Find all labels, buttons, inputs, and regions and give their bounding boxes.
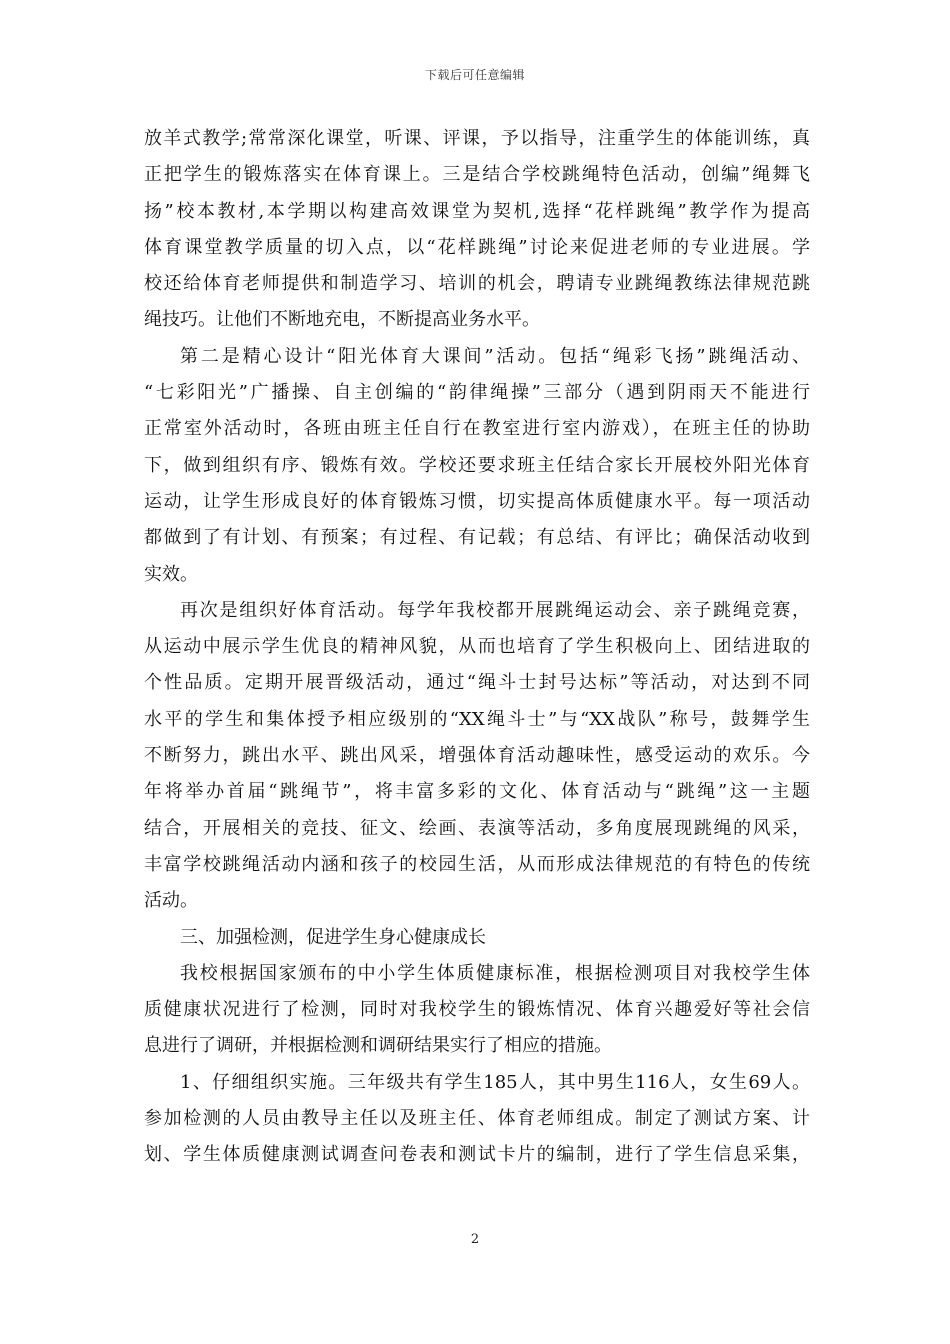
text-line: 体育课堂教学质量的切入点，以“花样跳绳”讨论来促进老师的专业进展。学 [144, 236, 810, 258]
text-line: 结合，开展相关的竞技、征文、绘画、表演等活动，多角度展现跳绳的风采， [144, 817, 810, 839]
page-header: 下载后可任意编辑 [424, 68, 525, 82]
paragraph-start-line: 再次是组织好体育活动。每学年我校都开展跳绳运动会、亲子跳绳竞赛， [180, 599, 810, 621]
document-body [144, 121, 810, 1174]
text-line: 下，做到组织有序、锻炼有效。学校还要求班主任结合家长开展校外阳光体育 [144, 454, 810, 476]
text-line: 质健康状况进行了检测，同时对我校学生的锻炼情况、体育兴趣爱好等社会信 [144, 999, 810, 1021]
text-line: 绳技巧。让他们不断地充电，不断提高业务水平。 [144, 309, 540, 331]
text-line: 参加检测的人员由教导主任以及班主任、体育老师组成。制定了测试方案、计 [144, 1108, 810, 1130]
paragraph-start-line: 1、仔细组织实施。三年级共有学生185人，其中男生116人，女生69人。 [180, 1071, 810, 1093]
text-line: 校还给体育老师提供和制造学习、培训的机会，聘请专业跳绳教练法律规范跳 [144, 273, 810, 295]
text-line: 实效。 [144, 563, 198, 585]
text-line: 放羊式教学;常常深化课堂，听课、评课，予以指导，注重学生的体能训练，真 [144, 128, 810, 149]
text-line: 息进行了调研，并根据检测和调研结果实行了相应的措施。 [144, 1035, 612, 1057]
text-line: 水平的学生和集体授予相应级别的“XX绳斗士”与“XX战队”称号，鼓舞学生 [144, 708, 810, 730]
text-line: 划、学生体质健康测试调查问卷表和测试卡片的编制，进行了学生信息采集， [144, 1144, 810, 1166]
text-line: 不断努力，跳出水平、跳出风采，增强体育活动趣味性，感受运动的欢乐。今 [144, 745, 810, 767]
text-line: 运动，让学生形成良好的体育锻炼习惯，切实提高体质健康水平。每一项活动 [144, 490, 810, 512]
text-line: 从运动中展示学生优良的精神风貌，从而也培育了学生积极向上、团结进取的 [144, 636, 810, 658]
section-heading: 三、加强检测，促进学生身心健康成长 [180, 926, 486, 948]
text-line: 丰富学校跳绳活动内涵和孩子的校园生活，从而形成法律规范的有特色的传统 [144, 853, 810, 875]
paragraph-start-line: 第二是精心设计“阳光体育大课间”活动。包括“绳彩飞扬”跳绳活动、 [180, 345, 810, 367]
text-line: 扬”校本教材,本学期以构建高效课堂为契机,选择“花样跳绳”教学作为提高 [144, 200, 810, 222]
text-line: 正常室外活动时，各班由班主任自行在教室进行室内游戏），在班主任的协助 [144, 418, 810, 440]
text-line: 年将举办首届“跳绳节”，将丰富多彩的文化、体育活动与“跳绳”这一主题 [144, 781, 810, 803]
text-line: 活动。 [144, 890, 198, 912]
text-line: 都做到了有计划、有预案；有过程、有记载；有总结、有评比；确保活动收到 [144, 527, 810, 549]
text-line: “七彩阳光”广播操、自主创编的“韵律绳操”三部分（遇到阴雨天不能进行 [144, 382, 810, 404]
paragraph-start-line: 我校根据国家颁布的中小学生体质健康标准，根据检测项目对我校学生体 [180, 962, 810, 984]
text-line: 正把学生的锻炼落实在体育课上。三是结合学校跳绳特色活动，创编”绳舞飞 [144, 164, 810, 186]
text-line: 个性品质。定期开展晋级活动，通过“绳斗士封号达标”等活动，对达到不同 [144, 672, 810, 694]
page-number: 2 [470, 1232, 480, 1247]
